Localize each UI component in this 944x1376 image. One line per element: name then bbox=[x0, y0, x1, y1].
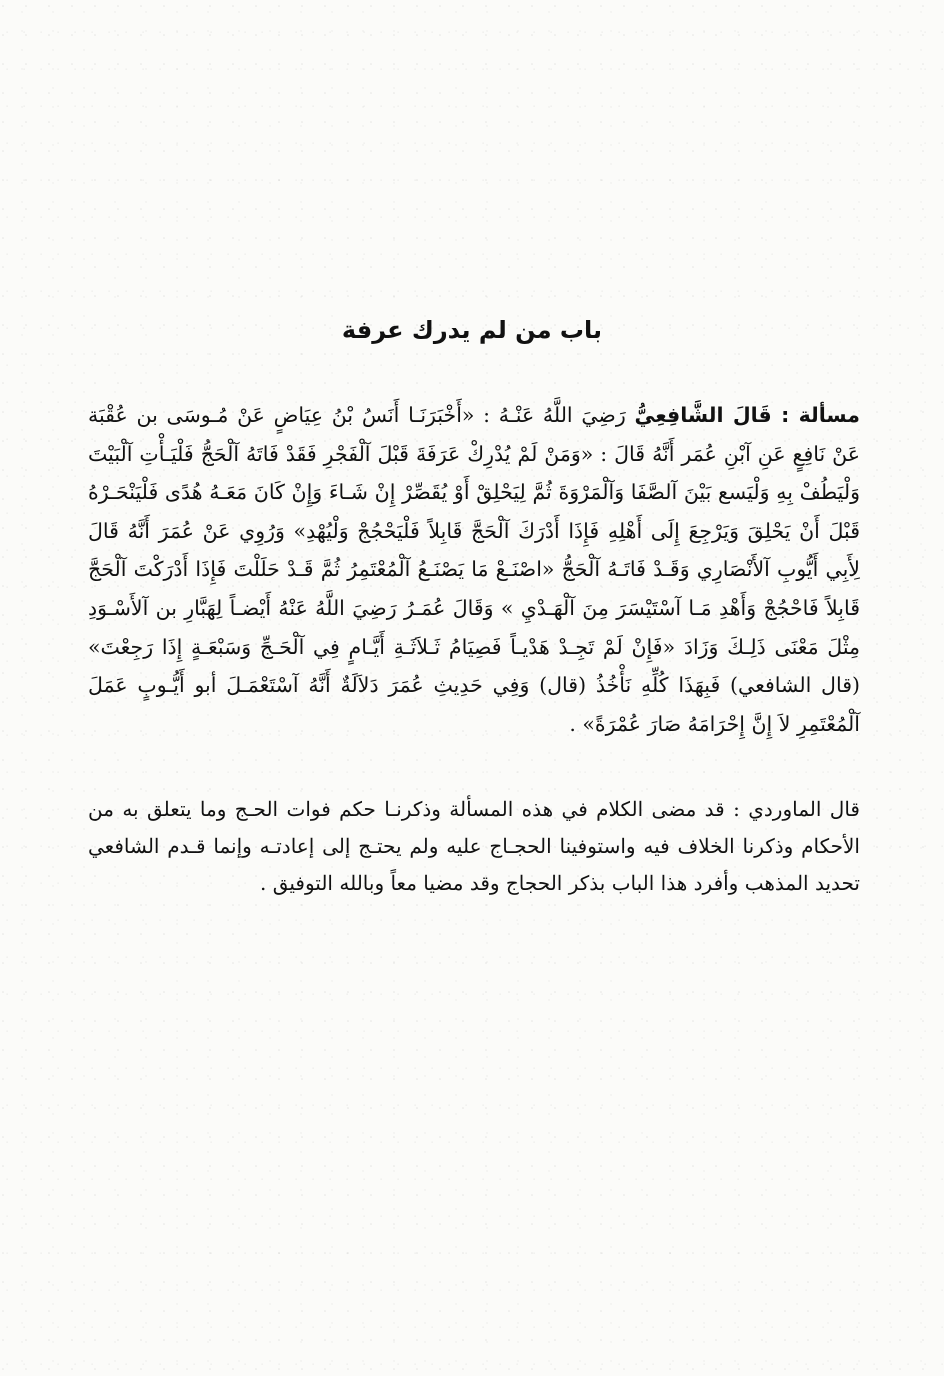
sharh-paragraph bbox=[88, 791, 860, 902]
masala-heading: مسألة : قَالَ الشَّافِعِيُّ bbox=[634, 403, 860, 427]
matn-paragraph bbox=[88, 396, 860, 743]
chapter-title: باب من لم يدرك عرفة bbox=[341, 316, 603, 344]
sharh-text: قال الماوردي : قد مضى الكلام في هذه المسألة وذكرنـا حكم فوات الحـج وما يتعلق به من الأحكام وذكرنا الخلاف فيه واستوفينا الحجـاج عليه ولم يحتـج إلى إعادتـه وإنما قـدم الشافعي تحديد المذهب وأفرد هذا الباب بذكر الحجاج وقد مضيا معاً وبالله التوفيق . bbox=[88, 797, 860, 895]
matn-text: رَضِيَ اللَّهُ عَنْـهُ : «أَخْبَرَنَـا أَنَسُ بْنُ عِيَاضٍ عَنْ مُـوسَى بن عُقْبَة عَنْ نَافِعٍ عَنِ آبْنِ عُمَر أَنَّهُ قَالَ : «وَمَنْ لَمْ يُدْرِكْ عَرَفَةَ قَبْلَ آلْفَجْرِ فَقَدْ فَاتَهُ آلْحَجُّ فَلْيَـأْتِ آلْبَيْتَ وَلْيَطُفْ بِهِ وَلْيَسع بَيْنَ آلصَّفَا وَآلْمَرْوَةَ ثُمَّ لِيَحْلِقْ أَوْ يُقَصِّرْ إِنْ شَـاءَ وَإِنْ كَانَ مَعَـهُ هُدًى فَلْيَنْحَـرْهُ قَبْلَ أَنْ يَحْلِقَ وَيَرْجِعَ إِلَى أَهْلِهِ فَإِذَا أَدْرَكَ آلْحَجَّ قَابِلاً فَلْيَحْجُجْ وَلْيُهْدِ» وَرُوِي عَنْ عُمَرَ أَنَّهُ قَالَ لِأَبِي أَيُّوبِ آلأَنْصَارِي وَقَـدْ فَاتَـهُ آلْحَجُّ «اصْنَـعْ مَا يَصْنَـعُ آلْمُعْتَمِرُ ثُمَّ قَـدْ حَلَلْتَ فَإِذَا أَدْرَكْتَ آلْحَجَّ قَابِلاً فَاحْجُجْ وَأَهْدِ مَـا آسْتَيْسَرَ مِنَ آلْهَـدْيِ » وَقَالَ عُمَـرُ رَضِيَ اللَّهُ عَنْهُ أَيْضـاً لِهَبَّارِ بن آلأَسْـوَدِ مِثْلَ مَعْنَى ذَلِـكَ وَزَادَ «فَإِنْ لَمْ تَجِـدْ هَدْيـاً فَصِيَامُ ثَـلاَثَـةِ أَيَّـامٍ فِي آلْحَـجِّ وَسَبْعَـةٍ إِذَا رَجِعْتَ» (قال الشافعي) فَبِهَذَا كُلِّهِ نَأْخُذُ (قال) وَفِي حَدِيثِ عُمَرَ دَلاَلَةٌ أَنَّهُ آسْتَعْمَـلَ أبو أَيُّـوبٍ عَمَلَ آلْمُعْتَمِرِ لاَ إِنَّ إِحْرَامَهُ صَارَ عُمْرَةً» . bbox=[88, 403, 860, 736]
